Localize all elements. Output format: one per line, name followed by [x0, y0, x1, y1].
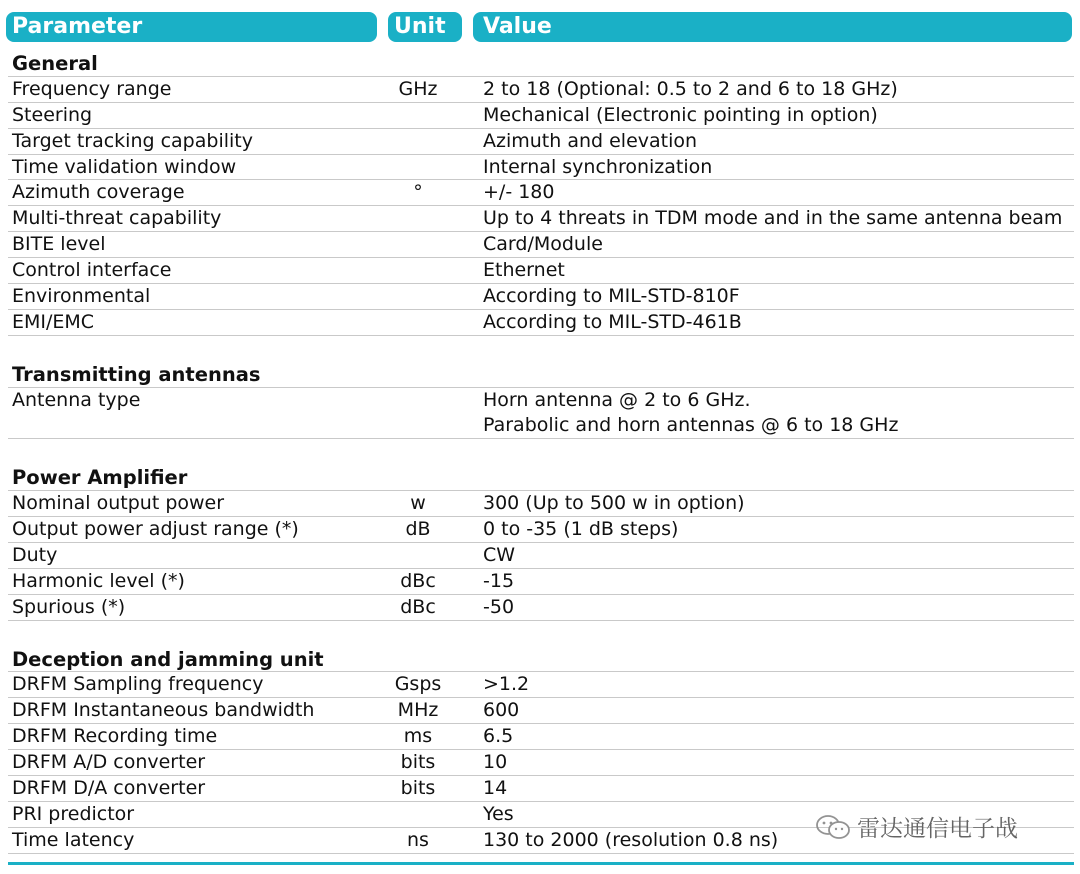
unit-cell: w — [410, 492, 426, 515]
parameter-cell: Power Amplifier — [12, 466, 188, 490]
parameter-cell: Environmental — [12, 285, 151, 308]
section-heading — [8, 362, 1074, 388]
parameter-cell: Spurious (*) — [12, 595, 126, 618]
value-cell: According to MIL-STD-461B — [483, 310, 742, 333]
value-cell: 130 to 2000 (resolution 0.8 ns) — [483, 828, 779, 851]
table-row — [8, 206, 1074, 232]
table-row — [8, 698, 1074, 724]
table-row — [8, 543, 1074, 569]
value-cell: 6.5 — [483, 725, 514, 748]
parameter-cell: General — [12, 52, 98, 75]
parameter-cell: BITE level — [12, 233, 106, 256]
table-row — [8, 672, 1074, 698]
table-row — [8, 232, 1074, 258]
unit-cell: dBc — [400, 569, 436, 592]
unit-cell: ° — [413, 181, 423, 204]
table-row — [8, 284, 1074, 310]
value-cell: Card/Module — [483, 233, 603, 256]
header-unit: Unit — [388, 12, 462, 42]
parameter-cell: Duty — [12, 543, 58, 566]
parameter-cell: Nominal output power — [12, 492, 225, 515]
table-row — [8, 103, 1074, 129]
table-row — [8, 129, 1074, 155]
wechat-icon — [815, 814, 851, 840]
parameter-cell: Output power adjust range (*) — [12, 518, 299, 541]
value-cell: 14 — [483, 776, 508, 799]
value-cell: -15 — [483, 569, 515, 592]
spec-table — [8, 51, 1074, 854]
header-value: Value — [473, 12, 1072, 42]
parameter-cell: Time latency — [12, 828, 135, 851]
value-cell: -50 — [483, 595, 515, 618]
parameter-cell: PRI predictor — [12, 802, 135, 825]
parameter-cell: Target tracking capability — [12, 129, 253, 152]
section-heading — [8, 465, 1074, 491]
parameter-cell: Deception and jamming unit — [12, 647, 324, 671]
parameter-cell: EMI/EMC — [12, 310, 95, 333]
parameter-cell: Harmonic level (*) — [12, 569, 185, 592]
table-row — [8, 491, 1074, 517]
unit-cell: bits — [400, 751, 436, 774]
value-cell: 0 to -35 (1 dB steps) — [483, 518, 679, 541]
bottom-rule — [8, 862, 1074, 865]
parameter-cell: Azimuth coverage — [12, 181, 185, 204]
unit-cell: GHz — [398, 77, 438, 100]
spacer-row — [8, 336, 1074, 362]
watermark-text: 雷达通信电子战 — [857, 816, 1018, 842]
unit-cell: dBc — [400, 595, 436, 618]
value-cell: 10 — [483, 751, 508, 774]
value-cell: According to MIL-STD-810F — [483, 285, 740, 308]
table-row — [8, 155, 1074, 181]
unit-cell: bits — [400, 776, 436, 799]
table-row — [8, 180, 1074, 206]
value-cell: CW — [483, 543, 516, 566]
table-row — [8, 595, 1074, 621]
table-row — [8, 310, 1074, 336]
section-heading — [8, 51, 1074, 77]
value-cell: >1.2 — [483, 673, 530, 696]
value-cell: Internal synchronization — [483, 155, 713, 178]
parameter-cell: Multi-threat capability — [12, 207, 222, 230]
parameter-cell: DRFM Instantaneous bandwidth — [12, 699, 315, 722]
spacer-row — [8, 439, 1074, 465]
value-cell: Yes — [483, 802, 514, 825]
table-row — [8, 776, 1074, 802]
table-row — [8, 77, 1074, 103]
value-cell: 600 — [483, 699, 520, 722]
parameter-cell: Frequency range — [12, 77, 172, 100]
value-cell: Up to 4 threats in TDM mode and in the same antenna beam — [483, 207, 1063, 230]
parameter-cell: Time validation window — [12, 155, 237, 178]
section-heading — [8, 647, 1074, 673]
parameter-cell: DRFM A/D converter — [12, 751, 206, 774]
table-row — [8, 724, 1074, 750]
value-cell: Mechanical (Electronic pointing in option) — [483, 103, 878, 126]
unit-cell: ms — [403, 725, 433, 748]
parameter-cell: DRFM D/A converter — [12, 776, 206, 799]
table-row — [8, 569, 1074, 595]
parameter-cell: Steering — [12, 103, 93, 126]
parameter-cell: DRFM Recording time — [12, 725, 218, 748]
value-cell: 300 (Up to 500 w in option) — [483, 492, 745, 515]
unit-cell: Gsps — [394, 673, 442, 696]
header-parameter: Parameter — [6, 12, 377, 42]
unit-cell: dB — [405, 518, 431, 541]
value-cell: 2 to 18 (Optional: 0.5 to 2 and 6 to 18 GHz) — [483, 77, 898, 100]
parameter-cell: Control interface — [12, 259, 172, 282]
table-row — [8, 258, 1074, 284]
watermark — [815, 810, 1018, 843]
spacer-row — [8, 621, 1074, 647]
table-row — [8, 750, 1074, 776]
value-cell: Ethernet — [483, 259, 565, 282]
value-cell: Horn antenna @ 2 to 6 GHz. Parabolic and horn antennas @ 6 to 18 GHz — [483, 388, 899, 436]
unit-cell: ns — [407, 828, 429, 851]
parameter-cell: Antenna type — [12, 388, 141, 411]
unit-cell: MHz — [397, 699, 439, 722]
value-cell: Azimuth and elevation — [483, 129, 698, 152]
parameter-cell: DRFM Sampling frequency — [12, 673, 264, 696]
parameter-cell: Transmitting antennas — [12, 362, 261, 386]
value-cell: +/- 180 — [483, 181, 555, 204]
table-row — [8, 388, 1074, 440]
table-row — [8, 517, 1074, 543]
